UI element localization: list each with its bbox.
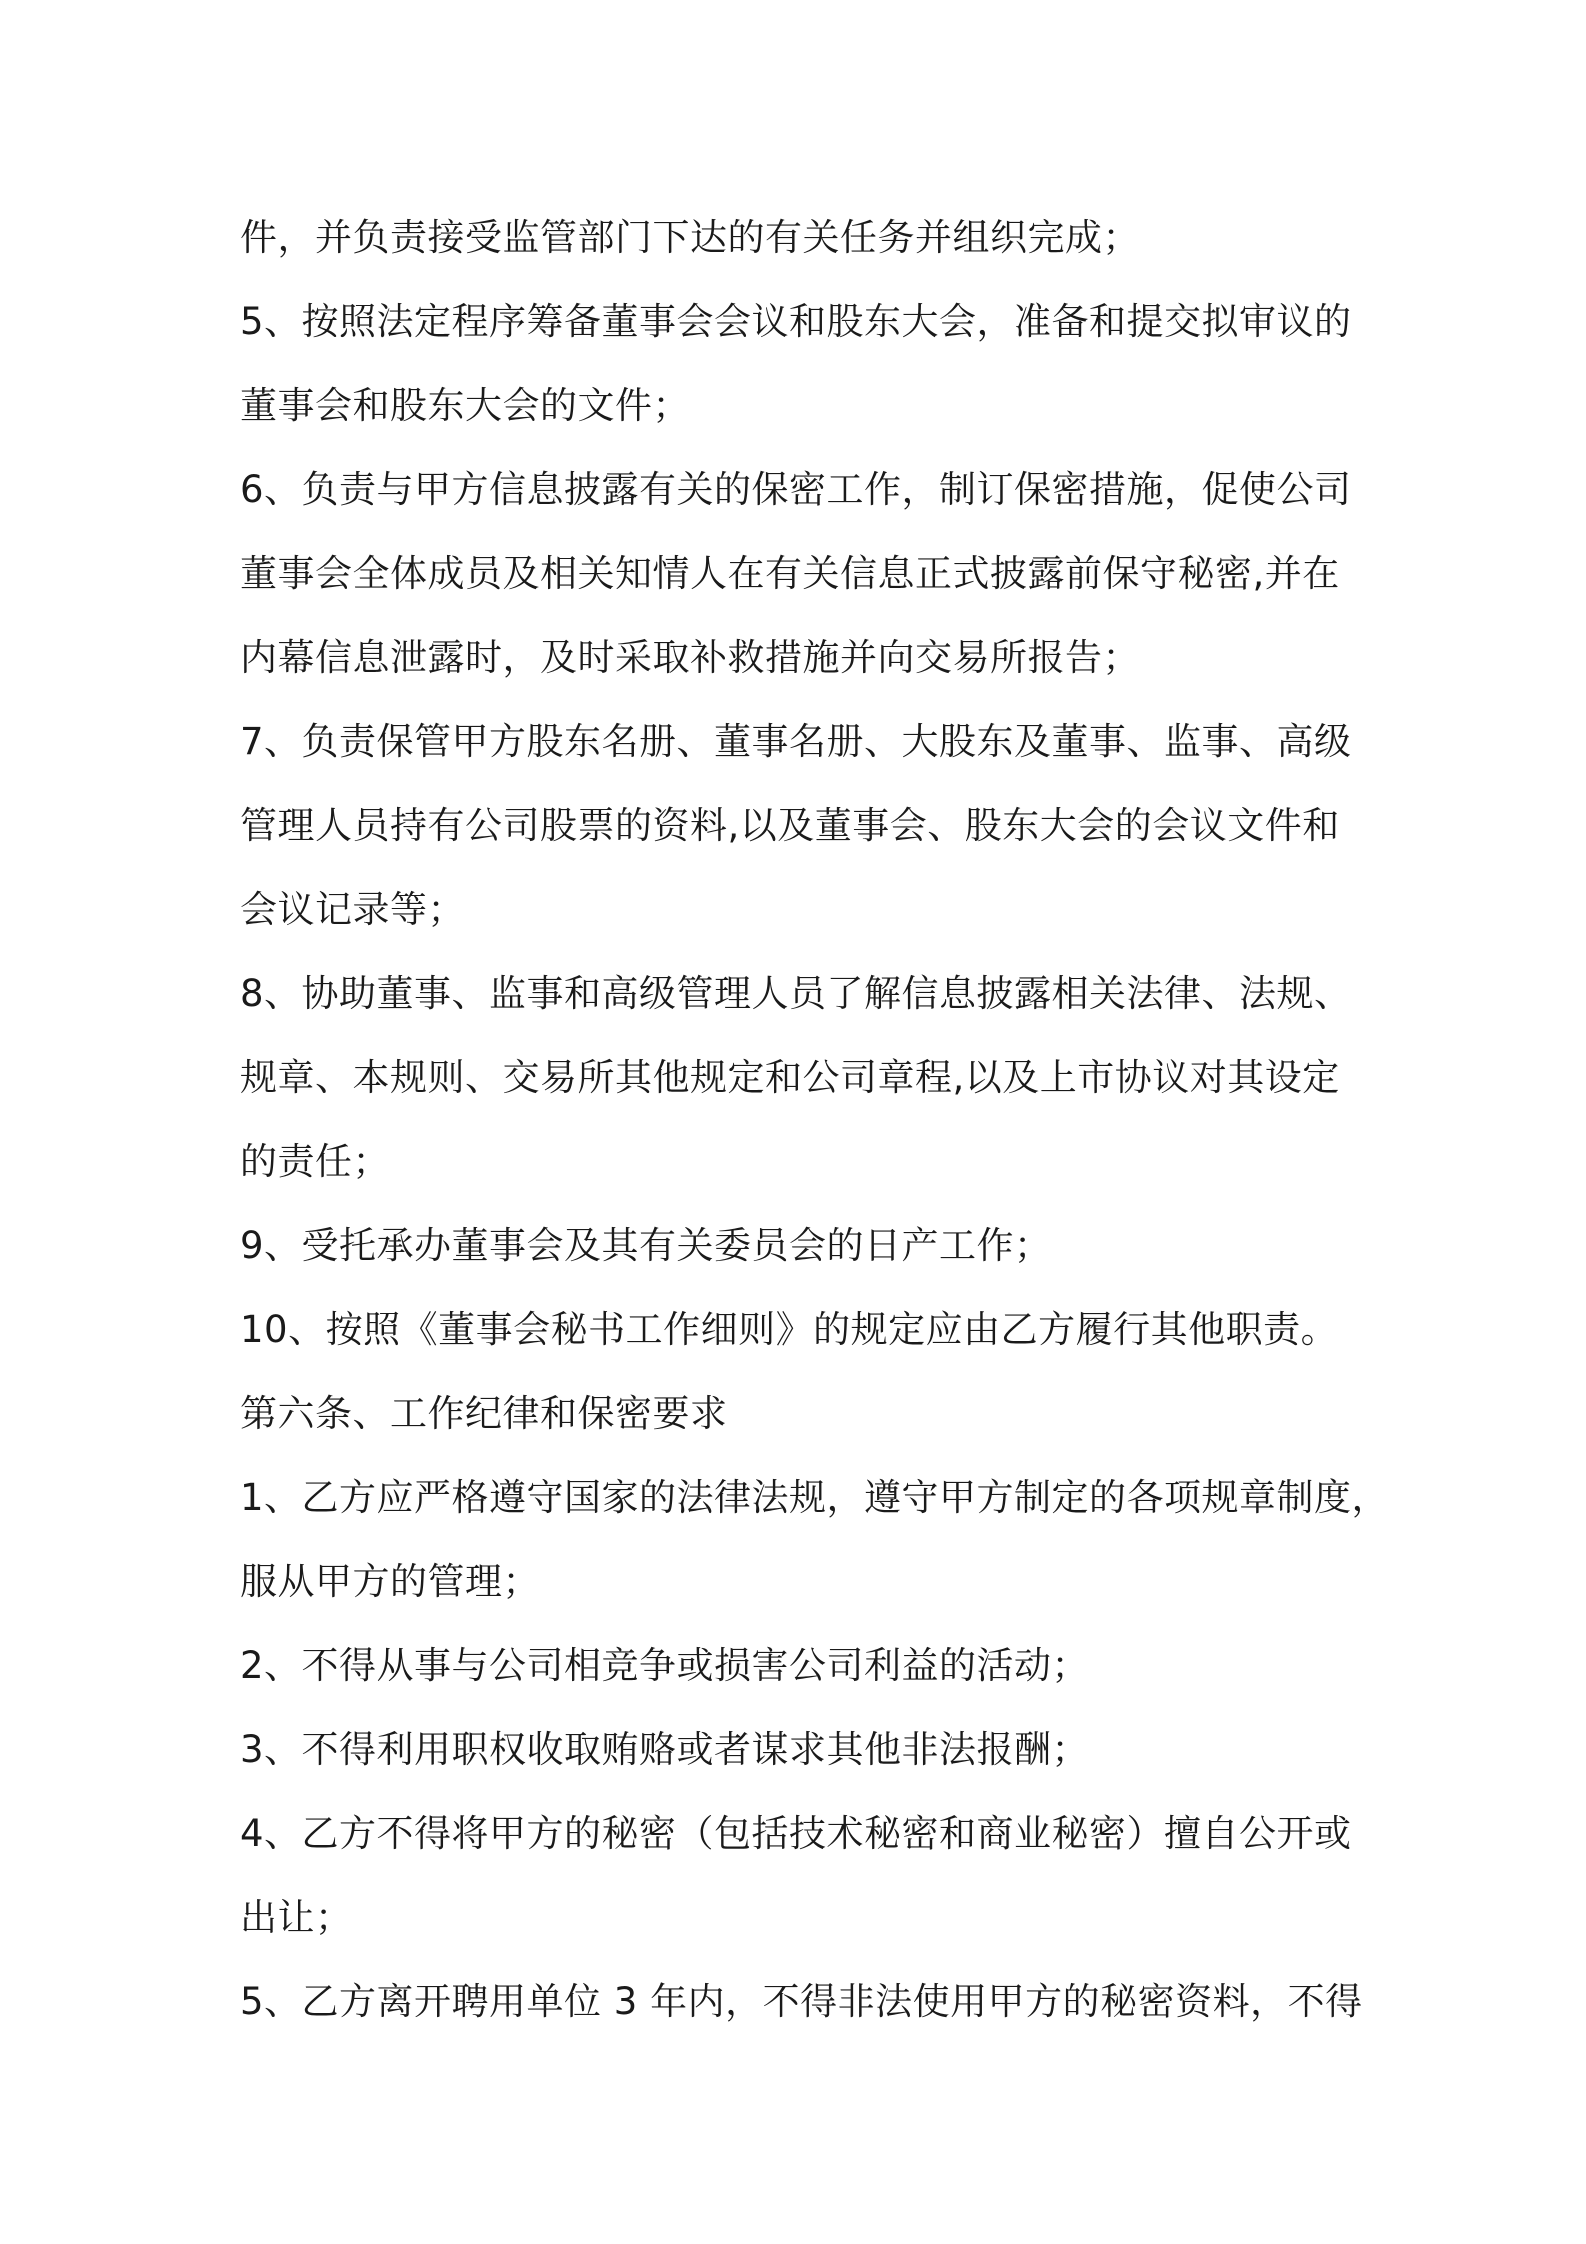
document-body	[240, 196, 1390, 2044]
text-line: 10、按照《董事会秘书工作细则》的规定应由乙方履行其他职责。	[240, 1308, 1339, 1351]
text-line: 的责任；	[240, 1140, 390, 1183]
text-line: 1、乙方应严格遵守国家的法律法规，遵守甲方制定的各项规章制度，	[240, 1476, 1390, 1519]
text-line: 8、协助董事、监事和高级管理人员了解信息披露相关法律、法规、	[240, 972, 1352, 1015]
text-line: 董事会全体成员及相关知情人在有关信息正式披露前保守秘密,并在	[240, 552, 1340, 595]
text-line: 4、乙方不得将甲方的秘密（包括技术秘密和商业秘密）擅自公开或	[240, 1812, 1352, 1855]
text-line: 5、按照法定程序筹备董事会会议和股东大会，准备和提交拟审议的	[240, 300, 1352, 343]
text-line: 内幕信息泄露时，及时采取补救措施并向交易所报告；	[240, 636, 1140, 679]
text-line: 7、负责保管甲方股东名册、董事名册、大股东及董事、监事、高级	[240, 720, 1352, 763]
text-line: 会议记录等；	[240, 888, 465, 931]
text-line: 3、不得利用职权收取贿赂或者谋求其他非法报酬；	[240, 1728, 1090, 1771]
text-line: 2、不得从事与公司相竞争或损害公司利益的活动；	[240, 1644, 1090, 1687]
text-line: 9、受托承办董事会及其有关委员会的日产工作；	[240, 1224, 1052, 1267]
section-heading: 第六条、工作纪律和保密要求	[240, 1392, 728, 1435]
text-line: 董事会和股东大会的文件；	[240, 384, 690, 427]
text-line: 6、负责与甲方信息披露有关的保密工作，制订保密措施，促使公司	[240, 468, 1352, 511]
text-line: 出让；	[240, 1896, 353, 1939]
text-line: 管理人员持有公司股票的资料,以及董事会、股东大会的会议文件和	[240, 804, 1340, 847]
text-line: 服从甲方的管理；	[240, 1560, 540, 1603]
text-line: 件，并负责接受监管部门下达的有关任务并组织完成；	[240, 216, 1140, 259]
text-line: 规章、本规则、交易所其他规定和公司章程,以及上市协议对其设定	[240, 1056, 1340, 1099]
text-line: 5、乙方离开聘用单位 3 年内，不得非法使用甲方的秘密资料，不得	[240, 1980, 1363, 2023]
